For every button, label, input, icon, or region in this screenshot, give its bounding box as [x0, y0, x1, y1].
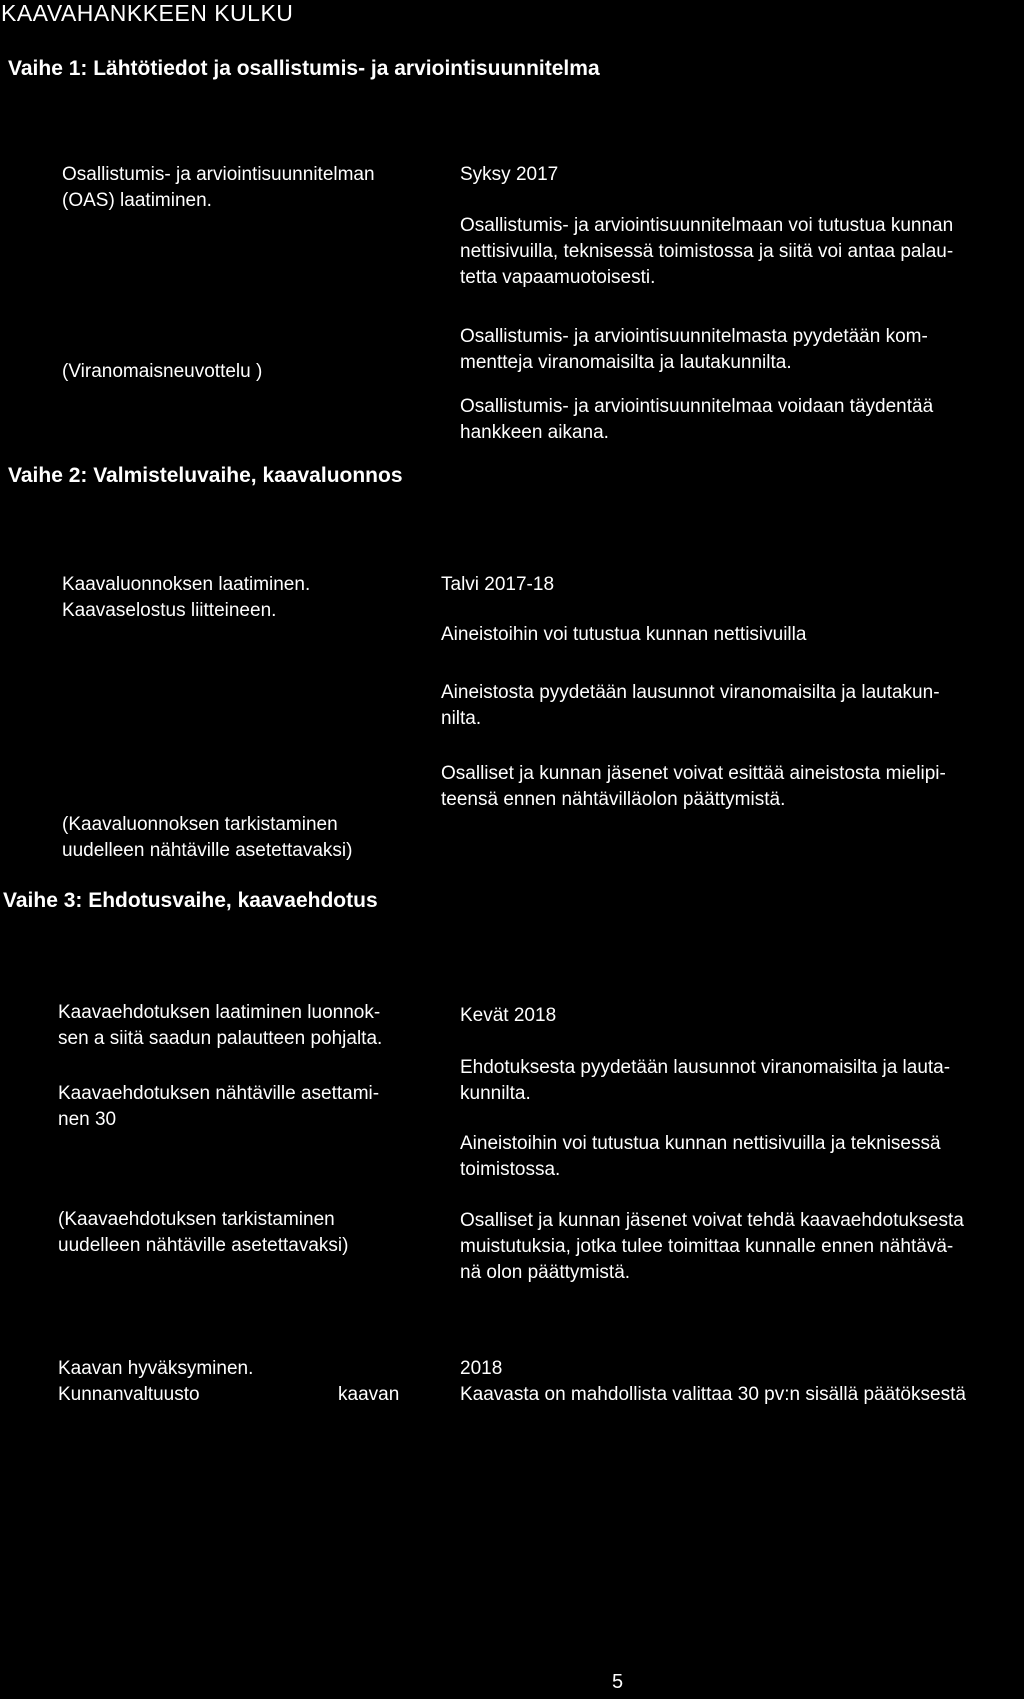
phase-3-timing: Kevät 2018: [460, 1005, 557, 1026]
phase-2-para-1: Aineistoihin voi tutustua kunnan nettisivuilla: [441, 624, 807, 645]
phase-2-heading: Vaihe 2: Valmisteluvaihe, kaavaluonnos: [8, 464, 403, 487]
phase-1-timing: Syksy 2017: [460, 164, 559, 185]
phase-3-display-line-1: Kaavaehdotuksen nähtäville asettami-: [58, 1083, 380, 1104]
phase-3-review-line-2: uudelleen nähtäville asetettavaksi): [58, 1235, 349, 1256]
phase-2-para-2-line-2: nilta.: [441, 708, 482, 729]
phase-2-para-2-line-1: Aineistosta pyydetään lausunnot viranomaisilta ja lautakun-: [441, 682, 940, 703]
phase-2-task-line-2: Kaavaselostus liitteineen.: [62, 600, 277, 621]
phase-1-para-3-line-1: Osallistumis- ja arviointisuunnitelmaa voidaan täydentää: [460, 396, 934, 417]
phase-3-para-1-line-1: Ehdotuksesta pyydetään lausunnot viranomaisilta ja lauta-: [460, 1057, 951, 1078]
phase-1-para-1-line-3: tetta vapaamuotoisesti.: [460, 267, 656, 288]
phase-3-para-2-line-1: Aineistoihin voi tutustua kunnan nettisivuilla ja teknisessä: [460, 1133, 941, 1154]
page-number: 5: [612, 1671, 624, 1693]
approval-line-2-plan: kaavan: [338, 1384, 400, 1405]
phase-1-para-2-line-2: mentteja viranomaisilta ja lautakunnilta.: [460, 352, 792, 373]
phase-1-para-3-line-2: hankkeen aikana.: [460, 422, 609, 443]
phase-3-para-3-line-3: nä olon päättymistä.: [460, 1262, 631, 1283]
phase-1-para-1-line-2: nettisivuilla, teknisessä toimistossa ja siitä voi antaa palau-: [460, 241, 954, 262]
phase-2-task-line-1: Kaavaluonnoksen laatiminen.: [62, 574, 311, 595]
phase-3-para-3-line-2: muistutuksia, jotka tulee toimittaa kunnalle ennen nähtävä-: [460, 1236, 954, 1257]
phase-1-heading: Vaihe 1: Lähtötiedot ja osallistumis- ja arviointisuunnitelma: [8, 57, 600, 80]
phase-1-para-1-line-1: Osallistumis- ja arviointisuunnitelmaan voi tutustua kunnan: [460, 215, 954, 236]
phase-2-review-line-2: uudelleen nähtäville asetettavaksi): [62, 840, 353, 861]
phase-1-task-line-2: (OAS) laatiminen.: [62, 190, 212, 211]
phase-1-para-2-line-1: Osallistumis- ja arviointisuunnitelmasta pyydetään kom-: [460, 326, 928, 347]
phase-3-task-line-1: Kaavaehdotuksen laatiminen luonnok-: [58, 1002, 381, 1023]
phase-3-para-2-line-2: toimistossa.: [460, 1159, 561, 1180]
phase-3-task-line-2: sen a siitä saadun palautteen pohjalta.: [58, 1028, 383, 1049]
phase-3-review-line-1: (Kaavaehdotuksen tarkistaminen: [58, 1209, 335, 1230]
document-title: KAAVAHANKKEEN KULKU: [1, 0, 294, 26]
approval-appeal-text: Kaavasta on mahdollista valittaa 30 pv:n sisällä päätöksestä: [460, 1384, 966, 1405]
phase-2-timing: Talvi 2017-18: [441, 574, 555, 595]
phase-2-para-3-line-2: teensä ennen nähtävilläolon päättymistä.: [441, 789, 786, 810]
phase-3-display-line-2: nen 30: [58, 1109, 117, 1130]
phase-3-para-3-line-1: Osalliset ja kunnan jäsenet voivat tehdä kaavaehdotuksesta: [460, 1210, 964, 1231]
phase-2-review-line-1: (Kaavaluonnoksen tarkistaminen: [62, 814, 338, 835]
phase-3-para-1-line-2: kunnilta.: [460, 1083, 531, 1104]
approval-line-2-council: Kunnanvaltuusto: [58, 1384, 200, 1405]
phase-3-heading: Vaihe 3: Ehdotusvaihe, kaavaehdotus: [3, 889, 378, 912]
phase-2-para-3-line-1: Osalliset ja kunnan jäsenet voivat esittää aineistosta mielipi-: [441, 763, 946, 784]
approval-line-1: Kaavan hyväksyminen.: [58, 1358, 254, 1379]
approval-timing: 2018: [460, 1358, 503, 1379]
phase-1-consultation: (Viranomaisneuvottelu ): [62, 361, 263, 382]
phase-1-task-line-1: Osallistumis- ja arviointisuunnitelman: [62, 164, 375, 185]
